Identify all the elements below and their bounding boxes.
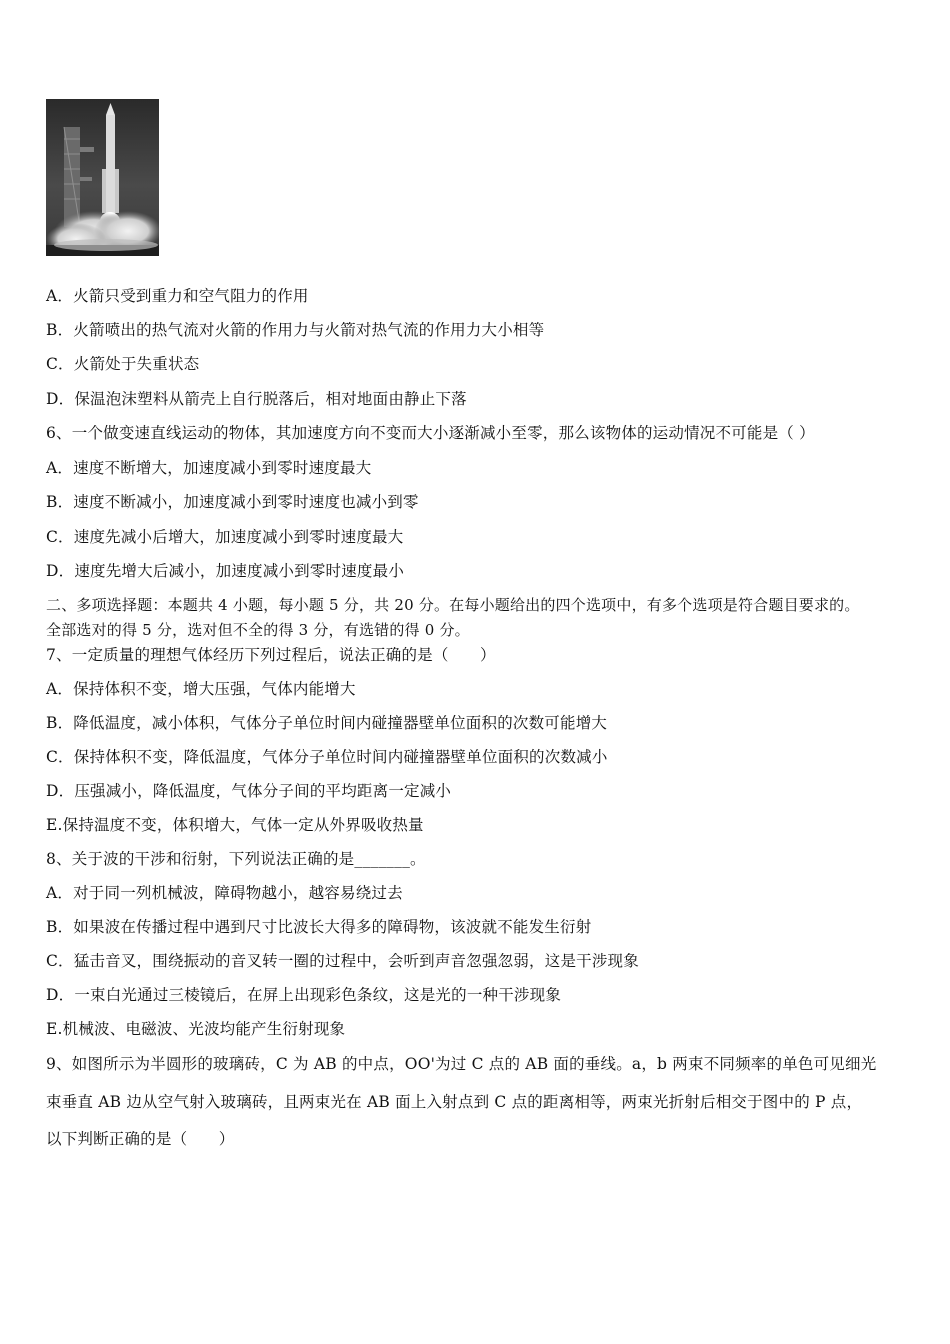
q6-option-d: D．速度先增大后减小，加速度减小到零时速度最小 <box>46 562 405 580</box>
q7-stem: 7、一定质量的理想气体经历下列过程后，说法正确的是（ ） <box>46 646 496 664</box>
q5-option-d: D．保温泡沫塑料从箭壳上自行脱落后，相对地面由静止下落 <box>46 390 467 408</box>
q5-option-b: B．火箭喷出的热气流对火箭的作用力与火箭对热气流的作用力大小相等 <box>46 321 545 339</box>
q8-option-e: E.机械波、电磁波、光波均能产生衍射现象 <box>46 1020 346 1038</box>
q9-stem-line2: 束垂直 AB 边从空气射入玻璃砖，且两束光在 AB 面上入射点到 C 点的距离相等，两束光折射后相交于图中的 P 点， <box>46 1093 863 1111</box>
q7-option-c: C．保持体积不变，降低温度，气体分子单位时间内碰撞器壁单位面积的次数减小 <box>46 748 608 766</box>
q8-option-c: C．猛击音叉，围绕振动的音叉转一圈的过程中，会听到声音忽强忽弱，这是干涉现象 <box>46 952 639 970</box>
q7-option-a: A．保持体积不变，增大压强，气体内能增大 <box>46 680 356 698</box>
rocket-launch-photo <box>46 99 159 256</box>
section2-scoring: 全部选对的得 5 分，选对但不全的得 3 分，有选错的得 0 分。 <box>46 621 470 639</box>
q6-option-c: C．速度先减小后增大，加速度减小到零时速度最大 <box>46 528 404 546</box>
q5-option-c: C．火箭处于失重状态 <box>46 355 200 373</box>
q6-option-b: B．速度不断减小，加速度减小到零时速度也减小到零 <box>46 493 419 511</box>
q5-option-a: A．火箭只受到重力和空气阻力的作用 <box>46 287 309 305</box>
q8-option-b: B．如果波在传播过程中遇到尺寸比波长大得多的障碍物，该波就不能发生衍射 <box>46 918 592 936</box>
q6-stem: 6、一个做变速直线运动的物体，其加速度方向不变而大小逐渐减小至零，那么该物体的运动情况不可能是（ ） <box>46 424 815 442</box>
q7-option-b: B．降低温度，减小体积，气体分子单位时间内碰撞器壁单位面积的次数可能增大 <box>46 714 608 732</box>
q7-option-d: D．压强减小，降低温度，气体分子间的平均距离一定减小 <box>46 782 452 800</box>
q9-stem-line1: 9、如图所示为半圆形的玻璃砖，C 为 AB 的中点，OO'为过 C 点的 AB 面的垂线。a，b 两束不同频率的单色可见细光 <box>46 1055 877 1073</box>
q8-option-a: A．对于同一列机械波，障碍物越小，越容易绕过去 <box>46 884 403 902</box>
q9-stem-line3: 以下判断正确的是（ ） <box>46 1130 235 1148</box>
q8-option-d: D．一束白光通过三棱镜后，在屏上出现彩色条纹，这是光的一种干涉现象 <box>46 986 562 1004</box>
q8-stem: 8、关于波的干涉和衍射，下列说法正确的是_______。 <box>46 850 426 868</box>
q7-option-e: E.保持温度不变，体积增大，气体一定从外界吸收热量 <box>46 816 424 834</box>
q6-option-a: A．速度不断增大，加速度减小到零时速度最大 <box>46 459 372 477</box>
section2-heading: 二、多项选择题：本题共 4 小题，每小题 5 分，共 20 分。在每小题给出的四个选项中，有多个选项是符合题目要求的。 <box>46 596 860 614</box>
